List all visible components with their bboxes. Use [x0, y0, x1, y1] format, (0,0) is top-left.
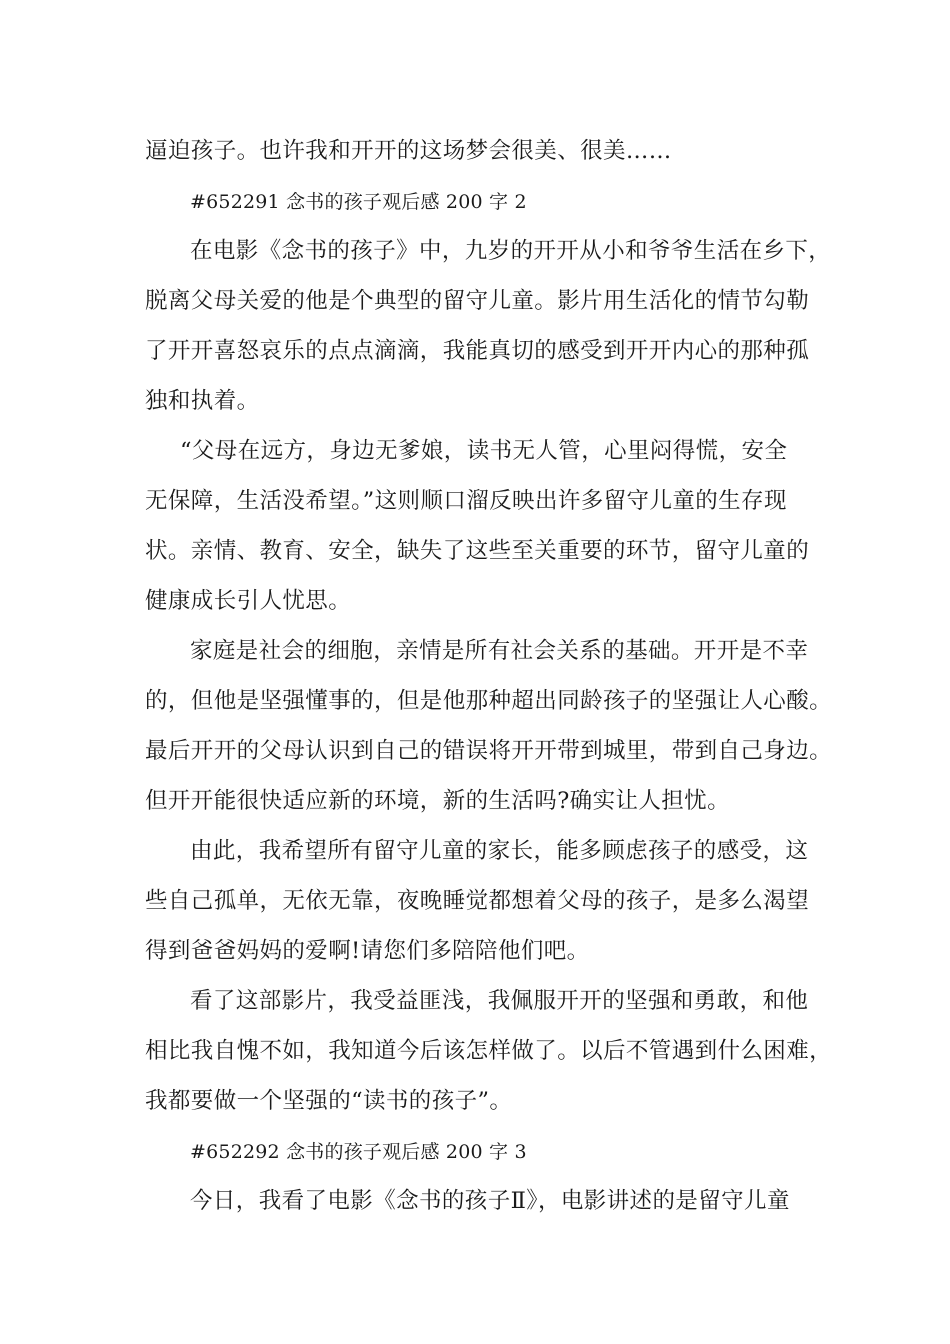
section-heading: #652292 念书的孩子观后感 200 字 3 [190, 1141, 527, 1163]
text-line: 相比我自愧不如，我知道今后该怎样做了。以后不管遇到什么困难， [145, 1038, 833, 1064]
text-line: 我都要做一个坚强的“读书的孩子”。 [145, 1088, 513, 1114]
text-line: 但开开能很快适应新的环境，新的生活吗?确实让人担忧。 [145, 788, 730, 814]
text-line: 健康成长引人忧思。 [145, 588, 352, 614]
text-line: 由此，我希望所有留守儿童的家长，能多顾虑孩子的感受，这 [190, 838, 809, 864]
text-line: 看了这部影片，我受益匪浅，我佩服开开的坚强和勇敢，和他 [190, 988, 809, 1014]
text-line: 的，但他是坚强懂事的，但是他那种超出同龄孩子的坚强让人心酸。 [145, 688, 833, 714]
text-line: 独和执着。 [145, 388, 260, 414]
text-line: 在电影《念书的孩子》中，九岁的开开从小和爷爷生活在乡下， [190, 238, 832, 264]
text-line: 了开开喜怒哀乐的点点滴滴，我能真切的感受到开开内心的那种孤 [145, 338, 810, 364]
text-line: 最后开开的父母认识到自己的错误将开开带到城里，带到自己身边。 [145, 738, 833, 764]
text-line: 得到爸爸妈妈的爱啊!请您们多陪陪他们吧。 [145, 938, 590, 964]
text-line: 逼迫孩子。也许我和开开的这场梦会很美、很美…… [145, 138, 672, 164]
text-line: 今日，我看了电影《念书的孩子Ⅱ》，电影讲述的是留守儿童 [190, 1188, 790, 1214]
text-line: 状。亲情、教育、安全，缺失了这些至关重要的环节，留守儿童的 [145, 538, 810, 564]
section-heading: #652291 念书的孩子观后感 200 字 2 [190, 191, 527, 213]
text-line: 家庭是社会的细胞，亲情是所有社会关系的基础。开开是不幸 [190, 638, 809, 664]
text-line: 脱离父母关爱的他是个典型的留守儿童。影片用生活化的情节勾勒 [145, 288, 810, 314]
text-line: 无保障，生活没希望。”这则顺口溜反映出许多留守儿童的生存现 [145, 488, 787, 514]
text-line: 些自己孤单，无依无靠，夜晚睡觉都想着父母的孩子，是多么渴望 [145, 888, 810, 914]
text-line: “父母在远方，身边无爹娘，读书无人管，心里闷得慌，安全 [180, 438, 788, 464]
